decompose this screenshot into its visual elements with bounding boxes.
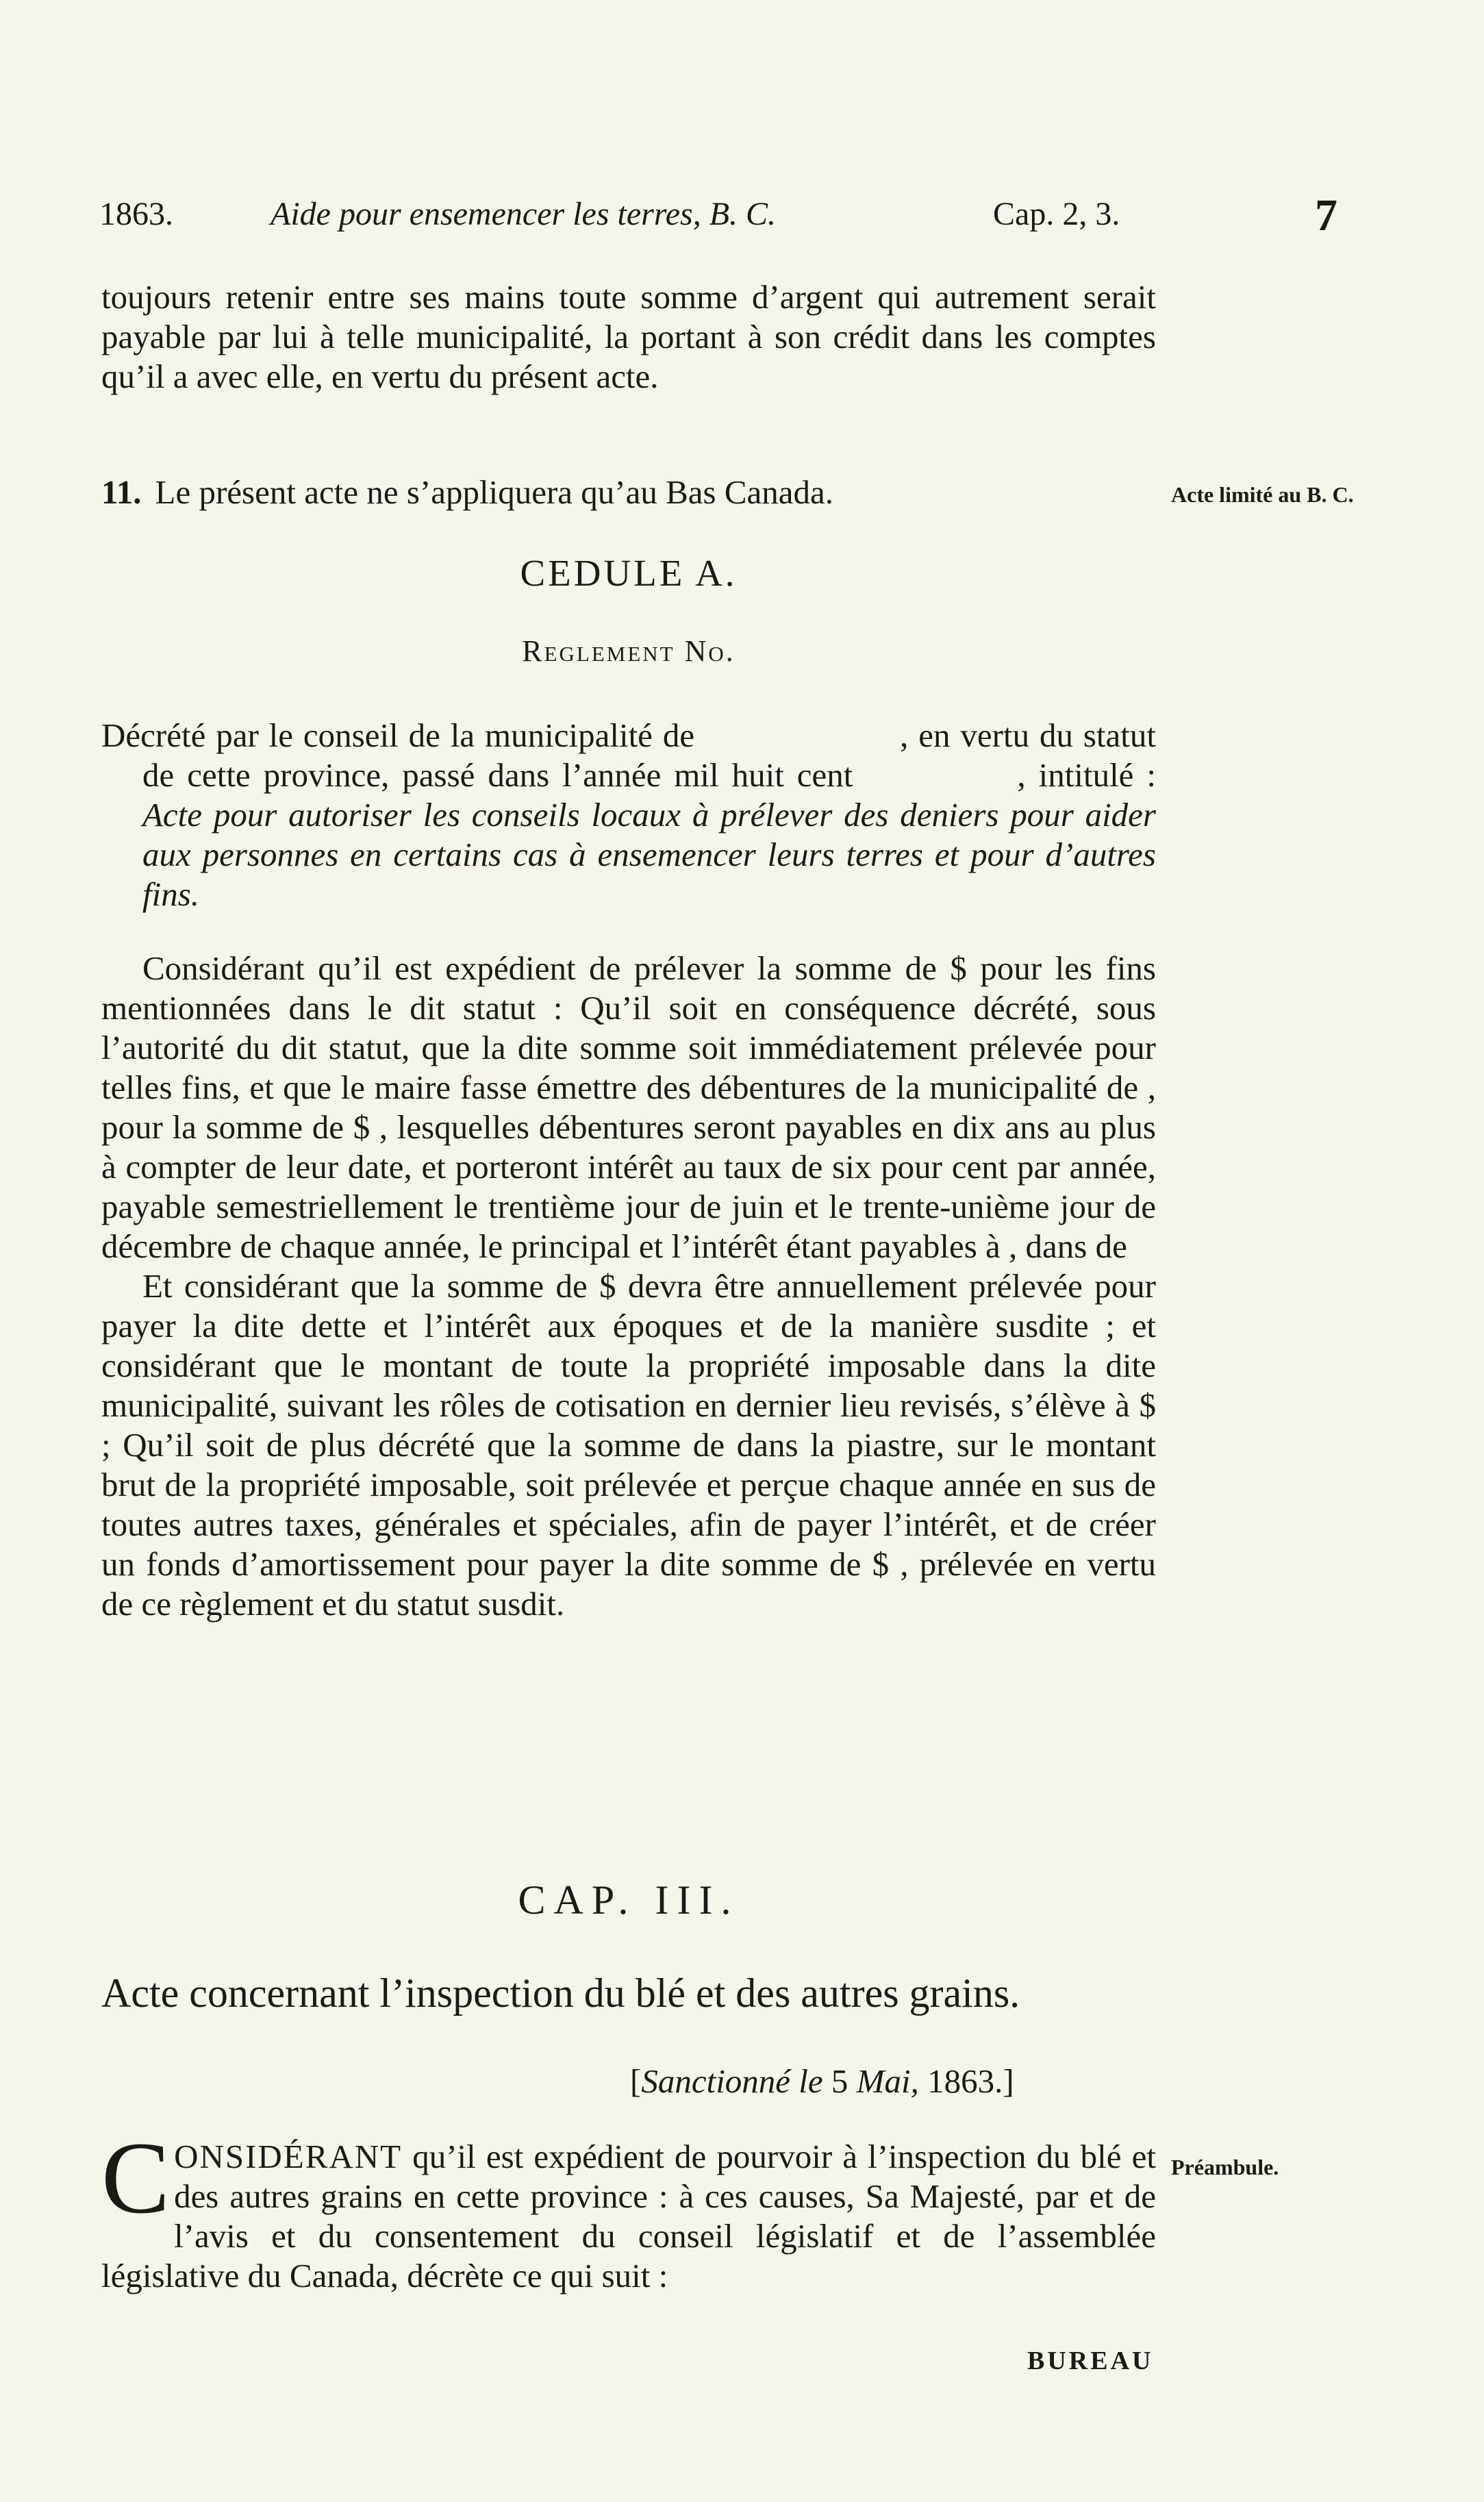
sanction-line bbox=[630, 2062, 1014, 2101]
header-title: Aide pour ensemencer les terres, B. C. bbox=[271, 196, 777, 232]
section-11 bbox=[101, 473, 1156, 512]
considerant-p1: Considérant qu’il est expédient de prélever la somme de $ pour les fins mentionnées dans le dit statut : Qu’il soit en conséquence décrété, sous l’autorité du dit statut, que la dite somme soit immédiatement prélevée pour telles fins, et que le maire fasse émettre des débentures de la municipalité de , pour la somme de $ , lesquelles débentures seront payables en dix ans au plus à compter de leur date, et porteront intérêt au taux de six pour cent par année, payable semestriellement le trentième jour de juin et le trente-unième jour de décembre de chaque année, le principal et l’intérêt étant payables à , dans de bbox=[101, 949, 1156, 1265]
header-year: 1863. bbox=[99, 196, 173, 232]
considerant-block bbox=[101, 949, 1156, 1624]
decrete-paragraph bbox=[101, 716, 1156, 914]
cap-heading: CAP. III. bbox=[518, 1877, 740, 1923]
sanction-day: 5 bbox=[831, 2062, 848, 2100]
section-text: Le présent acte ne s’appliquera qu’au Bas Canada. bbox=[155, 473, 834, 511]
considerant-p2: Et considérant que la somme de $ devra être annuellement prélevée pour payer la dite dette et l’intérêt aux époques et de la manière susdite ; et considérant que le montant de toute la propriété imposable dans la dite municipalité, suivant les rôles de cotisation en dernier lieu revisés, s’élève à $ ; Qu’il soit de plus décrété que la somme de dans la piastre, sur le montant brut de la propriété imposable, soit prélevée et perçue chaque année en sus de toutes autres taxes, générales et spéciales, afin de payer l’intérêt, et de créer un fonds d’amortissement pour payer la dite somme de $ , prélevée en vertu de ce règlement et du statut susdit. bbox=[101, 1267, 1156, 1623]
reglement-heading: Reglement No. bbox=[522, 634, 735, 668]
sanction-bracket: [ bbox=[630, 2062, 642, 2100]
margin-note-limite: Acte limité au B. C. bbox=[1171, 482, 1354, 507]
drop-cap: C bbox=[101, 2121, 171, 2235]
sanction-label: Sanctionné le bbox=[641, 2062, 823, 2100]
cedule-heading: CEDULE A. bbox=[520, 552, 738, 594]
decrete-text bbox=[101, 716, 1156, 914]
sanction-month: Mai, bbox=[856, 2062, 919, 2100]
act-title: Acte concernant l’inspection du blé et des autres grains. bbox=[101, 1971, 1020, 2016]
running-header bbox=[99, 190, 1353, 250]
catchword: BUREAU bbox=[1027, 2347, 1154, 2375]
decrete-line1: Décrété par le conseil de la municipalité de bbox=[101, 716, 695, 754]
preamble-text: qu’il est expédient de pourvoir à l’inspection du blé et des autres grains en cette province : à ces causes, Sa Majesté, par et de l’avis et du consentement du conseil législatif et de l’assemblée législative du Canada, décrète ce qui suit : bbox=[101, 2138, 1157, 2294]
preamble-smallcaps: ONSIDÉRANT bbox=[174, 2138, 403, 2175]
decrete-line1-end: , en bbox=[900, 716, 951, 754]
page-number: 7 bbox=[1315, 190, 1337, 240]
decrete-line3-start: cent bbox=[796, 756, 853, 794]
preamble-paragraph bbox=[101, 2121, 1157, 2296]
continued-paragraph: toujours retenir entre ses mains toute somme d’argent qui autrement serait payable par lui à telle municipalité, la portant à son crédit dans les comptes qu’il a avec elle, en vertu du présent acte. bbox=[101, 278, 1156, 395]
sanction-year: 1863.] bbox=[927, 2062, 1014, 2100]
decrete-line2: vertu du statut de cette province, passé dans l’année mil huit bbox=[142, 716, 1157, 794]
act-italic-title: Acte pour autoriser les conseils locaux à prélever des deniers pour aider aux personnes en certains cas à ensemencer leurs terres et pour d’autres fins. bbox=[142, 796, 1156, 913]
header-chapter: Cap. 2, 3. bbox=[993, 196, 1120, 232]
decrete-line3-mid: , intitulé : bbox=[1017, 756, 1157, 794]
section-number: 11. bbox=[101, 473, 142, 511]
margin-note-preambule: Préambule. bbox=[1171, 2155, 1279, 2179]
